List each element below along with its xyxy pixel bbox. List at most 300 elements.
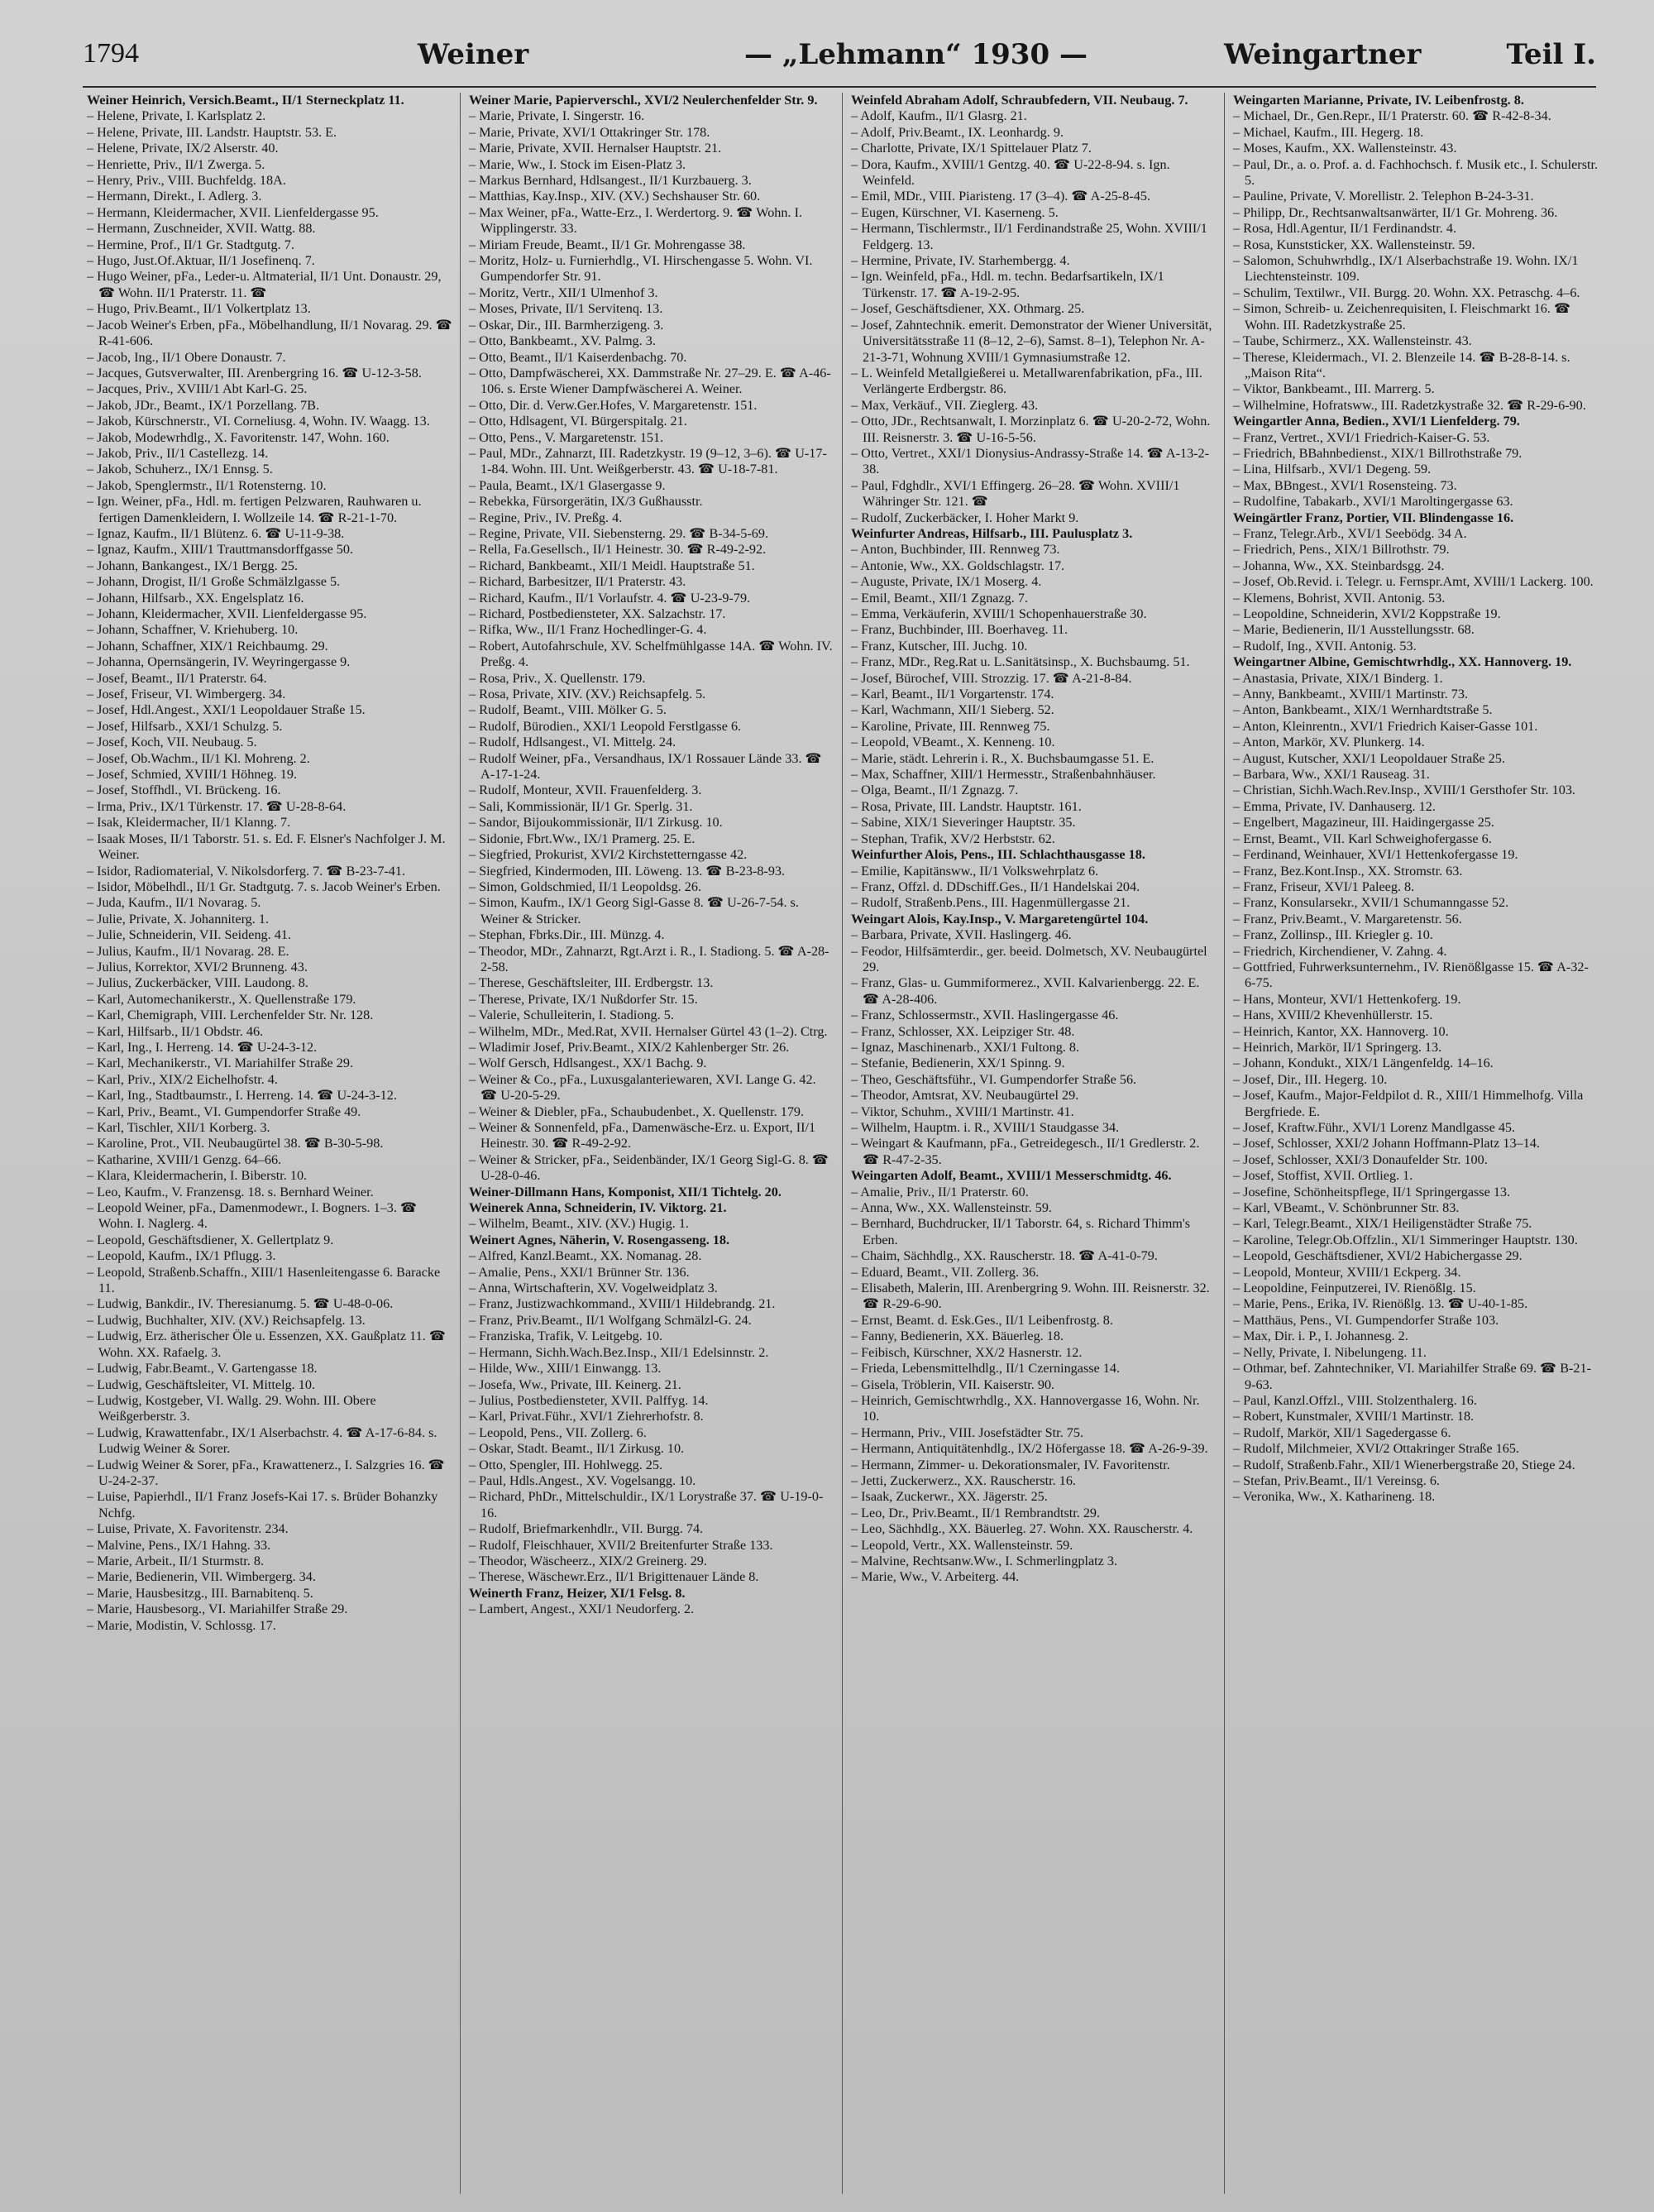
directory-entry: – Julie, Schneiderin, VII. Seideng. 41. bbox=[87, 927, 291, 943]
directory-entry: – Ludwig, Buchhalter, XIV. (XV.) Reichsapfelg. 13. bbox=[87, 1312, 366, 1328]
directory-entry: – Josef, Beamt., II/1 Praterstr. 64. bbox=[87, 670, 267, 686]
directory-entry: – Karoline, Private, III. Rennweg 75. bbox=[851, 718, 1050, 734]
directory-entry: – Friedrich, Kirchendiener, V. Zahng. 4. bbox=[1233, 943, 1447, 959]
directory-entry: – Karl, Priv., XIX/2 Eichelhofstr. 4. bbox=[87, 1071, 278, 1087]
directory-entry: – Hugo, Priv.Beamt., II/1 Volkertplatz 13. bbox=[87, 301, 311, 317]
directory-entry: – Leopold, Kaufm., IX/1 Pflugg. 3. bbox=[87, 1248, 276, 1264]
directory-entry: – Wladimir Josef, Priv.Beamt., XIX/2 Kahlenberger Str. 26. bbox=[469, 1039, 790, 1055]
directory-entry: – Amalie, Priv., II/1 Praterstr. 60. bbox=[851, 1184, 1029, 1199]
directory-entry: – Hans, XVIII/2 Khevenhüllerstr. 15. bbox=[1233, 1008, 1433, 1023]
directory-entry: – Karl, Mechanikerstr., VI. Mariahilfer Straße 29. bbox=[87, 1056, 354, 1071]
directory-entry: – Julius, Postbediensteter, XVII. Palffyg. 14. bbox=[469, 1392, 709, 1408]
directory-entry: – Wolf Gersch, Hdlsangest., XX/1 Bachg. 9. bbox=[469, 1056, 707, 1071]
directory-entry: – Josef, Ob.Wachm., II/1 Kl. Mohreng. 2. bbox=[87, 750, 310, 766]
directory-entry: – Theodor, Wäscheerz., XIX/2 Greinerg. 29. bbox=[469, 1553, 707, 1568]
directory-entry: – Ludwig, Geschäftsleiter, VI. Mittelg. 10. bbox=[87, 1377, 315, 1392]
directory-entry: – Franz, Friseur, XVI/1 Paleeg. 8. bbox=[1233, 879, 1415, 894]
directory-entry: – Paul, Hdls.Angest., XV. Vogelsangg. 10. bbox=[469, 1472, 696, 1488]
directory-entry: – Franz, Konsularsekr., XVII/1 Schumanngasse 52. bbox=[1233, 895, 1509, 911]
directory-entry: – Othmar, bef. Zahntechniker, VI. Mariahilfer Straße 69. ☎ B-21-9-63. bbox=[1233, 1361, 1592, 1392]
directory-entry: – Josef, Schlosser, XXI/3 Donaufelder Str. 100. bbox=[1233, 1151, 1488, 1167]
directory-entry: – Anton, Bankbeamt., XIX/1 Wernhardtstraße 5. bbox=[1233, 702, 1493, 718]
directory-entry: – August, Kutscher, XXI/1 Leopoldauer Straße 25. bbox=[1233, 750, 1505, 766]
directory-entry: – Heinrich, Markör, II/1 Springerg. 13. bbox=[1233, 1039, 1442, 1055]
directory-entry: – Jakob, Priv., II/1 Castellezg. 14. bbox=[87, 445, 269, 461]
directory-entry: – Feodor, Hilfsämterdir., ger. beeid. Dolmetsch, XV. Neubaugürtel 29. bbox=[851, 943, 1207, 974]
directory-entry: – Viktor, Schuhm., XVIII/1 Martinstr. 41. bbox=[851, 1104, 1074, 1119]
directory-entry: – Julius, Zuckerbäcker, VIII. Laudong. 8. bbox=[87, 975, 308, 991]
directory-entry: – Leopold, Geschäftsdiener, X. Gellertplatz 9. bbox=[87, 1232, 334, 1247]
surname-entry: Weinerth Franz, Heizer, XI/1 Felsg. 8. bbox=[469, 1585, 686, 1601]
column-divider bbox=[1224, 93, 1225, 2194]
directory-entry: – Johann, Hilfsarb., XX. Engelsplatz 16. bbox=[87, 590, 304, 606]
directory-entry: – Josef, Hdl.Angest., XXI/1 Leopoldauer Straße 15. bbox=[87, 702, 366, 718]
directory-entry: – Ign. Weiner, pFa., Hdl. m. fertigen Pelzwaren, Rauhwaren u. fertigen Damenkleidern, I. Wollzeile 14. ☎ R-21-1-70. bbox=[87, 494, 422, 525]
directory-entry: – Feibisch, Kürschner, XX/2 Hasnerstr. 12. bbox=[851, 1344, 1083, 1360]
directory-entry: – Amalie, Pens., XXI/1 Brünner Str. 136. bbox=[469, 1264, 690, 1280]
directory-entry: – Isak, Kleidermacher, II/1 Klanng. 7. bbox=[87, 815, 291, 831]
directory-entry: – Wilhelm, Hauptm. i. R., XVIII/1 Staudgasse 34. bbox=[851, 1120, 1120, 1135]
directory-entry: – Katharine, XVIII/1 Genzg. 64–66. bbox=[87, 1151, 282, 1167]
directory-entry: – Salomon, Schuhwrhdlg., IX/1 Alserbachstraße 19. Wohn. IX/1 Liechtensteinstr. 109. bbox=[1233, 253, 1579, 285]
directory-entry: – Nelly, Private, I. Nibelungeng. 11. bbox=[1233, 1344, 1427, 1360]
directory-entry: – Anton, Markör, XV. Plunkerg. 14. bbox=[1233, 735, 1425, 750]
directory-entry: – Auguste, Private, IX/1 Moserg. 4. bbox=[851, 574, 1042, 590]
directory-entry: – Leopold, Pens., VII. Zollerg. 6. bbox=[469, 1424, 647, 1440]
directory-entry: – Michael, Dr., Gen.Repr., II/1 Praterstr. 60. ☎ R-42-8-34. bbox=[1233, 108, 1551, 124]
surname-entry: Weingarten Adolf, Beamt., XVIII/1 Messerschmidtg. 46. bbox=[851, 1168, 1172, 1184]
directory-entry: – Oskar, Stadt. Beamt., II/1 Zirkusg. 10. bbox=[469, 1441, 685, 1457]
directory-entry: – Jakob, Schuherz., IX/1 Ennsg. 5. bbox=[87, 462, 273, 477]
directory-entry: – Isidor, Radiomaterial, V. Nikolsdorferg. 7. ☎ B-23-7-41. bbox=[87, 863, 406, 879]
surname-entry: Weiner-Dillmann Hans, Komponist, XII/1 Tichtelg. 20. bbox=[469, 1184, 782, 1199]
directory-entry: – Ludwig Weiner & Sorer, pFa., Krawattenerz., I. Salzgries 16. ☎ U-24-2-37. bbox=[87, 1457, 445, 1488]
column-1 bbox=[87, 93, 452, 2194]
directory-entry: – Rudolf, Hdlsangest., VI. Mittelg. 24. bbox=[469, 735, 676, 750]
directory-entry: – Valerie, Schulleiterin, I. Stadiong. 5. bbox=[469, 1008, 674, 1023]
directory-entry: – Helene, Private, IX/2 Alserstr. 40. bbox=[87, 141, 279, 156]
directory-entry: – Karl, Beamt., II/1 Vorgartenstr. 174. bbox=[851, 687, 1054, 702]
directory-entry: – Rudolf Weiner, pFa., Versandhaus, IX/1 Rossauer Lände 33. ☎ A-17-1-24. bbox=[469, 750, 822, 783]
directory-entry: – Anastasia, Private, XIX/1 Binderg. 1. bbox=[1233, 670, 1443, 686]
directory-entry: – Franz, Justizwachkommand., XVIII/1 Hildebrandg. 21. bbox=[469, 1296, 776, 1312]
directory-entry: – Rebekka, Fürsorgerätin, IX/3 Gußhausstr. bbox=[469, 494, 703, 510]
directory-entry: – Wilhelm, Beamt., XIV. (XV.) Hugig. 1. bbox=[469, 1216, 689, 1232]
directory-entry: – Anna, Ww., XX. Wallensteinstr. 59. bbox=[851, 1200, 1052, 1216]
directory-entry: – Franz, Vertret., XVI/1 Friedrich-Kaiser-G. 53. bbox=[1233, 429, 1490, 445]
directory-entry: – Rosa, Private, III. Landstr. Hauptstr. 161. bbox=[851, 798, 1082, 814]
directory-entry: – Matthäus, Pens., VI. Gumpendorfer Straße 103. bbox=[1233, 1312, 1499, 1328]
directory-entry: – Rella, Fa.Gesellsch., II/1 Heinestr. 30. ☎ R-49-2-92. bbox=[469, 542, 767, 558]
directory-entry: – Adolf, Priv.Beamt., IX. Leonhardg. 9. bbox=[851, 124, 1064, 140]
directory-entry: – Ludwig, Kostgeber, VI. Wallg. 29. Wohn. III. Obere Weißgerberstr. 3. bbox=[87, 1392, 376, 1424]
page-header bbox=[83, 38, 1596, 79]
directory-entry: – Schulim, Textilwr., VII. Burgg. 20. Wohn. XX. Petraschg. 4–6. bbox=[1233, 285, 1580, 300]
directory-entry: – Marie, Bedienerin, II/1 Ausstellungsstr. 68. bbox=[1233, 622, 1475, 638]
directory-entry: – Leopold Weiner, pFa., Damenmodewr., I. Bogners. 1–3. ☎ Wohn. I. Naglerg. 4. bbox=[87, 1200, 418, 1232]
directory-entry: – Karoline, Prot., VII. Neubaugürtel 38. ☎ B-30-5-98. bbox=[87, 1136, 384, 1151]
directory-entry: – Eugen, Kürschner, VI. Kaserneng. 5. bbox=[851, 204, 1059, 220]
directory-entry: – Simon, Kaufm., IX/1 Georg Sigl-Gasse 8. ☎ U-26-7-54. s. Weiner & Stricker. bbox=[469, 895, 799, 926]
directory-entry: – L. Weinfeld Metallgießerei u. Metallwarenfabrikation, pFa., III. Verlängerte Erdbergstr. 86. bbox=[851, 365, 1202, 397]
directory-entry: – Max, Verkäuf., VII. Zieglerg. 43. bbox=[851, 397, 1039, 413]
directory-entry: – Marie, Private, I. Singerstr. 16. bbox=[469, 108, 645, 124]
directory-entry: – Josef, Koch, VII. Neubaug. 5. bbox=[87, 735, 257, 750]
directory-entry: – Rosa, Private, XIV. (XV.) Reichsapfelg. 5. bbox=[469, 687, 706, 702]
directory-entry: – Jakob, Modewrhdlg., X. Favoritenstr. 147, Wohn. 160. bbox=[87, 429, 390, 445]
directory-entry: – Hermine, Prof., II/1 Gr. Stadtgutg. 7. bbox=[87, 237, 294, 252]
directory-entry: – Christian, Sichh.Wach.Rev.Insp., XVIII/1 Gersthofer Str. 103. bbox=[1233, 783, 1575, 798]
surname-entry: Weinfurther Alois, Pens., III. Schlachthausgasse 18. bbox=[851, 847, 1145, 863]
directory-entry: – Jacob Weiner's Erben, pFa., Möbelhandlung, II/1 Novarag. 29. ☎ R-41-606. bbox=[87, 317, 452, 349]
directory-entry: – Therese, Wäschewr.Erz., II/1 Brigittenauer Lände 8. bbox=[469, 1569, 759, 1585]
directory-entry: – Leopoldine, Feinputzerei, IV. Rienößlg. 15. bbox=[1233, 1281, 1476, 1296]
directory-entry: – Heinrich, Gemischtwrhdlg., XX. Hannovergasse 16, Wohn. Nr. 10. bbox=[851, 1392, 1200, 1424]
directory-entry: – Ludwig, Fabr.Beamt., V. Gartengasse 18. bbox=[87, 1361, 318, 1377]
directory-entry: – Luise, Private, X. Favoritenstr. 234. bbox=[87, 1521, 289, 1537]
directory-entry: – Josef, Bürochef, VIII. Strozzig. 17. ☎ A-21-8-84. bbox=[851, 670, 1132, 686]
directory-entry: – Luise, Papierhdl., II/1 Franz Josefs-Kai 17. s. Brüder Bohanzky Nchfg. bbox=[87, 1489, 438, 1520]
directory-entry: – Gottfried, Fuhrwerksunternehm., IV. Rienößlgasse 15. ☎ A-32-6-75. bbox=[1233, 959, 1589, 991]
directory-entry: – Franz, Priv.Beamt., V. Margaretenstr. 56. bbox=[1233, 911, 1462, 926]
directory-entry: – Josef, Stoffhdl., VI. Brückeng. 16. bbox=[87, 783, 281, 798]
directory-entry: – Franz, Schlossermstr., XVII. Haslingergasse 46. bbox=[851, 1008, 1119, 1023]
directory-entry: – Sandor, Bijoukommissionär, II/1 Zirkusg. 10. bbox=[469, 815, 723, 831]
directory-entry: – Engelbert, Magazineur, III. Haidingergasse 25. bbox=[1233, 815, 1494, 831]
directory-entry: – Karl, Ing., Stadtbaumstr., I. Herreng. 14. ☎ U-24-3-12. bbox=[87, 1088, 397, 1104]
directory-entry: – Jacques, Priv., XVIII/1 Abt Karl-G. 25. bbox=[87, 381, 308, 397]
directory-entry: – Moses, Private, II/1 Servitenq. 13. bbox=[469, 301, 663, 317]
directory-entry: – Hermann, Zimmer- u. Dekorationsmaler, IV. Favoritenstr. bbox=[851, 1457, 1170, 1472]
directory-entry: – Otto, Spengler, III. Hohlwegg. 25. bbox=[469, 1457, 663, 1472]
directory-entry: – Marie, Private, XVII. Hernalser Hauptstr. 21. bbox=[469, 141, 722, 156]
header-first-entry: Weiner bbox=[418, 38, 529, 71]
directory-entry: – Johanna, Opernsängerin, IV. Weyringergasse 9. bbox=[87, 654, 351, 670]
directory-entry: – Josef, Stoffist, XVII. Ortlieg. 1. bbox=[1233, 1168, 1413, 1184]
directory-entry: – Otto, Pens., V. Margaretenstr. 151. bbox=[469, 429, 664, 445]
directory-entry: – Rudolf, Briefmarkenhdlr., VII. Burgg. 74. bbox=[469, 1521, 704, 1537]
directory-entry: – Ludwig, Krawattenfabr., IX/1 Alserbachstr. 4. ☎ A-17-6-84. s. Ludwig Weiner & Sorer. bbox=[87, 1424, 437, 1457]
directory-entry: – Simon, Goldschmied, II/1 Leopoldsg. 26. bbox=[469, 879, 702, 894]
directory-entry: – Rudolf, Bürodien., XXI/1 Leopold Ferstlgasse 6. bbox=[469, 718, 742, 734]
directory-entry: – Stefan, Priv.Beamt., II/1 Vereinsg. 6. bbox=[1233, 1472, 1440, 1488]
directory-entry: – Marie, Pens., Erika, IV. Rienößlg. 13. ☎ U-40-1-85. bbox=[1233, 1296, 1528, 1312]
directory-entry: – Leopold, Vertr., XX. Wallensteinstr. 59. bbox=[851, 1537, 1073, 1553]
directory-entry: – Michael, Kaufm., III. Hegerg. 18. bbox=[1233, 124, 1424, 140]
directory-entry: – Jakob, JDr., Beamt., IX/1 Porzellang. 7B. bbox=[87, 397, 319, 413]
directory-entry: – Karl, Privat.Führ., XVI/1 Ziehrerhofstr. 8. bbox=[469, 1409, 704, 1424]
directory-entry: – Franz, Telegr.Arb., XVI/1 Seebödg. 34 A. bbox=[1233, 525, 1467, 541]
directory-entry: – Helene, Private, I. Karlsplatz 2. bbox=[87, 108, 266, 124]
directory-entry: – Marie, Arbeit., II/1 Sturmstr. 8. bbox=[87, 1553, 265, 1568]
directory-entry: – Josefine, Schönheitspflege, II/1 Springergasse 13. bbox=[1233, 1184, 1511, 1199]
directory-entry: – Klemens, Bohrist, XVII. Antonig. 53. bbox=[1233, 590, 1446, 606]
directory-entry: – Viktor, Bankbeamt., III. Marrerg. 5. bbox=[1233, 381, 1435, 397]
directory-entry: – Josef, Friseur, VI. Wimbergerg. 34. bbox=[87, 687, 286, 702]
directory-entry: – Isaak, Zuckerwr., XX. Jägerstr. 25. bbox=[851, 1489, 1048, 1505]
column-divider bbox=[842, 93, 843, 2194]
directory-entry: – Marie, Modistin, V. Schlossg. 17. bbox=[87, 1617, 276, 1633]
directory-entry: – Theodor, MDr., Zahnarzt, Rgt.Arzt i. R., I. Stadiong. 5. ☎ A-28-2-58. bbox=[469, 943, 829, 974]
directory-entry: – Moses, Kaufm., XX. Wallensteinstr. 43. bbox=[1233, 141, 1457, 156]
header-title: — „Lehmann“ 1930 — bbox=[744, 38, 1088, 71]
directory-entry: – Hugo, Just.Of.Aktuar, II/1 Josefinenq. 7. bbox=[87, 253, 315, 269]
directory-entry: – Ernst, Beamt., VII. Karl Schweighofergasse 6. bbox=[1233, 831, 1492, 846]
directory-entry: – Wilhelm, MDr., Med.Rat, XVII. Hernalser Gürtel 43 (1–2). Ctrg. bbox=[469, 1023, 828, 1039]
directory-entry: – Anna, Wirtschafterin, XV. Vogelweidplatz 3. bbox=[469, 1281, 718, 1296]
directory-entry: – Rudolf, Zuckerbäcker, I. Hoher Markt 9. bbox=[851, 510, 1079, 525]
header-last-entry: Weingartner bbox=[1224, 38, 1422, 71]
directory-entry: – Max, Dir. i. P., I. Johannesg. 2. bbox=[1233, 1329, 1408, 1344]
directory-entry: – Richard, PhDr., Mittelschuldir., IX/1 Lorystraße 37. ☎ U-19-0-16. bbox=[469, 1489, 824, 1520]
directory-entry: – Sidonie, Fbrt.Ww., IX/1 Pramerg. 25. E. bbox=[469, 831, 696, 846]
directory-entry: – Rosa, Priv., X. Quellenstr. 179. bbox=[469, 670, 646, 686]
directory-entry: – Heinrich, Kantor, XX. Hannoverg. 10. bbox=[1233, 1023, 1449, 1039]
directory-entry: – Isidor, Möbelhdl., II/1 Gr. Stadtgutg. 7. s. Jacob Weiner's Erben. bbox=[87, 879, 441, 894]
directory-entry: – Franz, Kutscher, III. Juchg. 10. bbox=[851, 638, 1028, 654]
directory-entry: – Stephan, Fbrks.Dir., III. Münzg. 4. bbox=[469, 927, 665, 943]
surname-entry: Weiner Heinrich, Versich.Beamt., II/1 Sterneckplatz 11. bbox=[87, 93, 404, 108]
directory-entry: – Adolf, Kaufm., II/1 Glasrg. 21. bbox=[851, 108, 1027, 124]
directory-entry: – Regine, Priv., IV. Preßg. 4. bbox=[469, 510, 623, 525]
surname-entry: Weingärtler Franz, Portier, VII. Blindengasse 16. bbox=[1233, 510, 1514, 525]
directory-entry: – Hermann, Sichh.Wach.Bez.Insp., XII/1 Edelsinnstr. 2. bbox=[469, 1344, 769, 1360]
directory-entry: – Josef, Schmied, XVIII/1 Höhneg. 19. bbox=[87, 767, 298, 783]
directory-entry: – Paul, Dr., a. o. Prof. a. d. Fachhochsch. f. Musik etc., I. Schulerstr. 5. bbox=[1233, 156, 1599, 189]
directory-entry: – Charlotte, Private, IX/1 Spittelauer Platz 7. bbox=[851, 141, 1092, 156]
directory-entry: – Theodor, Amtsrat, XV. Neubaugürtel 29. bbox=[851, 1088, 1079, 1104]
directory-entry: – Jacques, Gutsverwalter, III. Arenbergring 16. ☎ U-12-3-58. bbox=[87, 365, 422, 381]
directory-entry: – Franz, Schlosser, XX. Leipziger Str. 48. bbox=[851, 1023, 1075, 1039]
directory-entry: – Hilde, Ww., XIII/1 Einwangg. 13. bbox=[469, 1361, 662, 1377]
directory-entry: – Hermann, Zuschneider, XVII. Wattg. 88. bbox=[87, 221, 316, 237]
directory-entry: – Otto, Beamt., II/1 Kaiserdenbachg. 70. bbox=[469, 349, 687, 365]
directory-entry: – Julius, Kaufm., II/1 Novarag. 28. E. bbox=[87, 943, 289, 959]
directory-entry: – Jetti, Zuckerwerz., XX. Rauscherstr. 16. bbox=[851, 1472, 1076, 1488]
directory-entry: – Franz, Bez.Kont.Insp., XX. Stromstr. 63. bbox=[1233, 863, 1463, 879]
directory-entry: – Theo, Geschäftsführ., VI. Gumpendorfer Straße 56. bbox=[851, 1071, 1137, 1087]
directory-entry: – Rudolf, Beamt., VIII. Mölker G. 5. bbox=[469, 702, 667, 718]
directory-entry: – Olga, Beamt., II/1 Zgnazg. 7. bbox=[851, 783, 1019, 798]
directory-entry: – Hermann, Kleidermacher, XVII. Lienfeldergasse 95. bbox=[87, 204, 379, 220]
surname-entry: Weingarten Marianne, Private, IV. Leibenfrostg. 8. bbox=[1233, 93, 1524, 108]
directory-entry: – Ignaz, Kaufm., II/1 Blütenz. 6. ☎ U-11-9-38. bbox=[87, 525, 345, 541]
directory-entry: – Rudolfine, Tabakarb., XVI/1 Maroltingergasse 63. bbox=[1233, 494, 1513, 510]
directory-entry: – Ludwig, Erz. ätherischer Öle u. Essenzen, XX. Gaußplatz 11. ☎ Wohn. XX. Rafaelg. 3. bbox=[87, 1329, 447, 1360]
directory-entry: – Rudolf, Fleischhauer, XVII/2 Breitenfurter Straße 133. bbox=[469, 1537, 773, 1553]
directory-entry: – Dora, Kaufm., XVIII/1 Gentzg. 40. ☎ U-22-8-94. s. Ign. Weinfeld. bbox=[851, 156, 1170, 189]
directory-entry: – Ernst, Beamt. d. Esk.Ges., II/1 Leibenfrostg. 8. bbox=[851, 1312, 1113, 1328]
directory-entry: – Johann, Bankangest., IX/1 Bergg. 25. bbox=[87, 558, 299, 573]
directory-entry: – Marie, Hausbesorg., VI. Mariahilfer Straße 29. bbox=[87, 1602, 348, 1617]
directory-entry: – Josef, Zahntechnik. emerit. Demonstrator der Wiener Universität, Universitätsstraße 11 (8–12, 2–6), Samst. 8–1), Telephon Nr. A-21-3-71, Wohnung XVIII/1 Gymnasiumstraße 12. bbox=[851, 317, 1212, 365]
page-number: 1794 bbox=[83, 38, 139, 69]
directory-entry: – Josefa, Ww., Private, III. Keinerg. 21. bbox=[469, 1377, 681, 1392]
directory-entry: – Emma, Private, IV. Danhauserg. 12. bbox=[1233, 798, 1436, 814]
directory-entry: – Otto, Bankbeamt., XV. Palmg. 3. bbox=[469, 333, 656, 349]
column-2 bbox=[469, 93, 834, 2194]
directory-entry: – Weiner & Stricker, pFa., Seidenbänder, IX/1 Georg Sigl-G. 8. ☎ U-28-0-46. bbox=[469, 1151, 829, 1184]
directory-entry: – Simon, Schreib- u. Zeichenrequisiten, I. Fleischmarkt 16. ☎ Wohn. III. Radetzkystraße 25. bbox=[1233, 301, 1571, 333]
directory-entry: – Veronika, Ww., X. Katharineng. 18. bbox=[1233, 1489, 1436, 1505]
directory-entry: – Karl, Hilfsarb., II/1 Obdstr. 46. bbox=[87, 1023, 264, 1039]
directory-entry: – Henriette, Priv., II/1 Zwerga. 5. bbox=[87, 156, 265, 172]
directory-entry: – Juda, Kaufm., II/1 Novarag. 5. bbox=[87, 895, 261, 911]
directory-entry: – Otto, JDr., Rechtsanwalt, I. Morzinplatz 6. ☎ U-20-2-72, Wohn. III. Reisnerstr. 3. ☎ U-16-5-56. bbox=[851, 414, 1211, 445]
directory-entry: – Rosa, Hdl.Agentur, II/1 Ferdinandstr. 4. bbox=[1233, 221, 1457, 237]
directory-entry: – Hermann, Direkt., I. Adlerg. 3. bbox=[87, 189, 262, 204]
surname-entry: Weinerek Anna, Schneiderin, IV. Viktorg. 21. bbox=[469, 1200, 727, 1216]
directory-entry: – Richard, Bankbeamt., XII/1 Meidl. Hauptstraße 51. bbox=[469, 558, 755, 573]
directory-entry: – Karl, Telegr.Beamt., XIX/1 Heiligenstädter Straße 75. bbox=[1233, 1216, 1532, 1232]
directory-entry: – Josef, Kaufm., Major-Feldpilot d. R., XIII/1 Himmelhofg. Villa Bergfriede. E. bbox=[1233, 1088, 1584, 1119]
directory-entry: – Otto, Dir. d. Verw.Ger.Hofes, V. Margaretenstr. 151. bbox=[469, 397, 758, 413]
directory-entry: – Fanny, Bedienerin, XX. Bäuerleg. 18. bbox=[851, 1329, 1064, 1344]
directory-entry: – Anton, Buchbinder, III. Rennweg 73. bbox=[851, 542, 1060, 558]
directory-entry: – Sali, Kommissionär, II/1 Gr. Sperlg. 31. bbox=[469, 798, 693, 814]
directory-entry: – Marie, Ww., V. Arbeiterg. 44. bbox=[851, 1569, 1020, 1585]
directory-entry: – Alfred, Kanzl.Beamt., XX. Nomanag. 28. bbox=[469, 1248, 702, 1264]
directory-entry: – Henry, Priv., VIII. Buchfeldg. 18A. bbox=[87, 173, 286, 189]
directory-entry: – Marie, Ww., I. Stock im Eisen-Platz 3. bbox=[469, 156, 686, 172]
directory-entry: – Emil, Beamt., XII/1 Zgnazg. 7. bbox=[851, 590, 1028, 606]
directory-entry: – Markus Bernhard, Hdlsangest., II/1 Kurzbauerg. 3. bbox=[469, 173, 752, 189]
directory-entry: – Philipp, Dr., Rechtsanwaltsanwärter, II/1 Gr. Mohreng. 36. bbox=[1233, 204, 1558, 220]
directory-entry: – Ludwig, Bankdir., IV. Theresianumg. 5. ☎ U-48-0-06. bbox=[87, 1296, 394, 1312]
directory-entry: – Therese, Kleidermach., VI. 2. Blenzeile 14. ☎ B-28-8-14. s. „Maison Rita“. bbox=[1233, 349, 1570, 381]
directory-entry: – Josef, Ob.Revid. i. Telegr. u. Fernspr.Amt, XVIII/1 Lackerg. 100. bbox=[1233, 574, 1594, 590]
directory-entry: – Josef, Hilfsarb., XXI/1 Schulzg. 5. bbox=[87, 718, 283, 734]
surname-entry: Weiner Marie, Papierverschl., XVI/2 Neulerchenfelder Str. 9. bbox=[469, 93, 818, 108]
directory-entry: – Rudolf, Monteur, XVII. Frauenfelderg. 3. bbox=[469, 783, 702, 798]
directory-entry: – Jacob, Ing., II/1 Obere Donaustr. 7. bbox=[87, 349, 286, 365]
directory-entry: – Leopold, Monteur, XVIII/1 Eckperg. 34. bbox=[1233, 1264, 1461, 1280]
directory-entry: – Eduard, Beamt., VII. Zollerg. 36. bbox=[851, 1264, 1040, 1280]
directory-entry: – Barbara, Ww., XXI/1 Rauseag. 31. bbox=[1233, 767, 1430, 783]
column-divider bbox=[460, 93, 461, 2194]
directory-entry: – Otto, Dampfwäscherei, XX. Dammstraße Nr. 27–29. E. ☎ A-46-106. s. Erste Wiener Dampfwäscherei A. Weiner. bbox=[469, 365, 831, 397]
directory-entry: – Johann, Schaffner, XIX/1 Reichbaumg. 29. bbox=[87, 638, 328, 654]
directory-entry: – Paul, Kanzl.Offzl., VIII. Stolzenthalerg. 16. bbox=[1233, 1392, 1477, 1408]
directory-entry: – Josef, Kraftw.Führ., XVI/1 Lorenz Mandlgasse 45. bbox=[1233, 1120, 1516, 1135]
directory-entry: – Klara, Kleidermacherin, I. Biberstr. 10. bbox=[87, 1168, 308, 1184]
directory-entry: – Franziska, Trafik, V. Leitgebg. 10. bbox=[469, 1329, 663, 1344]
directory-entry: – Franz, Glas- u. Gummiformerez., XVII. Kalvarienbergg. 22. E. ☎ A-28-406. bbox=[851, 975, 1200, 1007]
directory-entry: – Otto, Hdlsagent, VI. Bürgerspitalg. 21. bbox=[469, 414, 687, 429]
directory-entry: – Therese, Geschäftsleiter, III. Erdbergstr. 13. bbox=[469, 975, 714, 991]
directory-entry: – Johann, Drogist, II/1 Große Schmälzlgasse 5. bbox=[87, 574, 341, 590]
directory-entry: – Leo, Sächhdlg., XX. Bäuerleg. 27. Wohn. XX. Rauscherstr. 4. bbox=[851, 1521, 1193, 1537]
directory-entry: – Leo, Kaufm., V. Franzensg. 18. s. Bernhard Weiner. bbox=[87, 1184, 374, 1199]
directory-entry: – Anton, Kleinrentn., XVI/1 Friedrich Kaiser-Gasse 101. bbox=[1233, 718, 1538, 734]
directory-entry: – Ignaz, Kaufm., XIII/1 Trauttmansdorffgasse 50. bbox=[87, 542, 354, 558]
directory-entry: – Max Weiner, pFa., Watte-Erz., I. Werdertorg. 9. ☎ Wohn. I. Wipplingerstr. 33. bbox=[469, 204, 803, 237]
directory-entry: – Rudolf, Markör, XII/1 Sagedergasse 6. bbox=[1233, 1424, 1451, 1440]
directory-entry: – Wilhelmine, Hofratsww., III. Radetzkystraße 32. ☎ R-29-6-90. bbox=[1233, 397, 1586, 413]
column-3 bbox=[851, 93, 1217, 2194]
directory-entry: – Leopoldine, Schneiderin, XVI/2 Koppstraße 19. bbox=[1233, 606, 1501, 621]
directory-entry: – Leopold, VBeamt., X. Kenneng. 10. bbox=[851, 735, 1055, 750]
directory-entry: – Regine, Private, VII. Siebensterng. 29. ☎ B-34-5-69. bbox=[469, 525, 768, 541]
directory-entry: – Ign. Weinfeld, pFa., Hdl. m. techn. Bedarfsartikeln, IX/1 Türkenstr. 17. ☎ A-19-2-95. bbox=[851, 269, 1164, 300]
surname-entry: Weinert Agnes, Näherin, V. Rosengasseng. 18. bbox=[469, 1232, 730, 1247]
directory-entry: – Lambert, Angest., XXI/1 Neudorferg. 2. bbox=[469, 1602, 695, 1617]
directory-entry: – Therese, Private, IX/1 Nußdorfer Str. 15. bbox=[469, 991, 698, 1007]
surname-entry: Weingart Alois, Kay.Insp., V. Margaretengürtel 104. bbox=[851, 911, 1149, 926]
directory-entry: – Paul, MDr., Zahnarzt, III. Radetzkystr. 19 (9–12, 3–6). ☎ U-17-1-84. Wohn. III. Unt. Weißgerberstr. 43. ☎ U-18-7-81. bbox=[469, 445, 827, 477]
directory-entry: – Moritz, Holz- u. Furnierhdlg., VI. Hirschengasse 5. Wohn. VI. Gumpendorfer Str. 91. bbox=[469, 253, 813, 285]
directory-entry: – Emil, MDr., VIII. Piaristeng. 17 (3–4). ☎ A-25-8-45. bbox=[851, 189, 1151, 204]
directory-entry: – Emilie, Kapitänsww., II/1 Volkswehrplatz 6. bbox=[851, 863, 1099, 879]
directory-entry: – Rudolf, Straßenb.Pens., III. Hagenmüllergasse 21. bbox=[851, 895, 1131, 911]
directory-entry: – Isaak Moses, II/1 Taborstr. 51. s. Ed. F. Elsner's Nachfolger J. M. Weiner. bbox=[87, 831, 446, 863]
directory-entry: – Anny, Bankbeamt., XVIII/1 Martinstr. 73. bbox=[1233, 687, 1468, 702]
directory-entry: – Hermann, Priv., VIII. Josefstädter Str. 75. bbox=[851, 1424, 1083, 1440]
directory-entry: – Robert, Kunstmaler, XVIII/1 Martinstr. 18. bbox=[1233, 1409, 1475, 1424]
surname-entry: Weinfeld Abraham Adolf, Schraubfedern, VII. Neubaug. 7. bbox=[851, 93, 1188, 108]
directory-entry: – Weingart & Kaufmann, pFa., Getreidegesch., II/1 Gredlerstr. 2. ☎ R-47-2-35. bbox=[851, 1136, 1200, 1167]
directory-entry: – Julius, Korrektor, XVI/2 Brunneng. 43. bbox=[87, 959, 308, 974]
directory-entry: – Marie, Hausbesitzg., III. Barnabitenq. 5. bbox=[87, 1585, 313, 1601]
header-rule bbox=[83, 86, 1596, 88]
directory-entry: – Julie, Private, X. Johanniterg. 1. bbox=[87, 911, 270, 926]
directory-entry: – Elisabeth, Malerin, III. Arenbergring 9. Wohn. III. Reisnerstr. 32. ☎ R-29-6-90. bbox=[851, 1281, 1210, 1312]
directory-entry: – Karl, Wachmann, XII/1 Sieberg. 52. bbox=[851, 702, 1054, 718]
directory-entry: – Weiner & Diebler, pFa., Schaubudenbet., X. Quellenstr. 179. bbox=[469, 1104, 805, 1119]
directory-entry: – Taube, Schirmerz., XX. Wallensteinstr. 43. bbox=[1233, 333, 1472, 349]
directory-entry: – Richard, Barbesitzer, II/1 Praterstr. 43. bbox=[469, 574, 686, 590]
directory-entry: – Rudolf, Straßenb.Fahr., XII/1 Wienerbergstraße 20, Stiege 24. bbox=[1233, 1457, 1575, 1472]
directory-entry: – Stefanie, Bedienerin, XX/1 Spinng. 9. bbox=[851, 1056, 1065, 1071]
header-part: Teil I. bbox=[1506, 38, 1596, 71]
directory-entry: – Gisela, Tröblerin, VII. Kaiserstr. 90. bbox=[851, 1377, 1055, 1392]
directory-entry: – Marie, Private, XVI/1 Ottakringer Str. 178. bbox=[469, 124, 710, 140]
directory-entry: – Lina, Hilfsarb., XVI/1 Degeng. 59. bbox=[1233, 462, 1432, 477]
directory-entry: – Johann, Schaffner, V. Kriehuberg. 10. bbox=[87, 622, 299, 638]
directory-entry: – Johanna, Ww., XX. Steinbardsgg. 24. bbox=[1233, 558, 1445, 573]
directory-entry: – Max, BBngest., XVI/1 Rosensteing. 73. bbox=[1233, 477, 1457, 493]
directory-entry: – Max, Schaffner, XIII/1 Hermesstr., Straßenbahnhäuser. bbox=[851, 767, 1156, 783]
directory-entry: – Barbara, Private, XVII. Haslingerg. 46. bbox=[851, 927, 1072, 943]
directory-entry: – Jakob, Kürschnerstr., VI. Corneliusg. 4, Wohn. IV. Waagg. 13. bbox=[87, 414, 430, 429]
directory-entry: – Franz, Offzl. d. DDschiff.Ges., II/1 Handelskai 204. bbox=[851, 879, 1140, 894]
directory-entry: – Johann, Kondukt., XIX/1 Längenfeldg. 14–16. bbox=[1233, 1056, 1494, 1071]
directory-entry: – Otto, Vertret., XXI/1 Dionysius-Andrassy-Straße 14. ☎ A-13-2-38. bbox=[851, 445, 1210, 477]
directory-entry: – Karl, Chemigraph, VIII. Lerchenfelder Str. Nr. 128. bbox=[87, 1008, 374, 1023]
directory-entry: – Hermann, Antiquitätenhdlg., IX/2 Höfergasse 18. ☎ A-26-9-39. bbox=[851, 1441, 1208, 1457]
directory-entry: – Rosa, Kunststicker, XX. Wallensteinstr. 59. bbox=[1233, 237, 1475, 252]
column-4 bbox=[1233, 93, 1599, 2194]
directory-entry: – Friedrich, Pens., XIX/1 Billrothstr. 79. bbox=[1233, 542, 1450, 558]
directory-entry: – Karl, Tischler, XII/1 Korberg. 3. bbox=[87, 1120, 270, 1135]
directory-entry: – Sabine, XIX/1 Sieveringer Hauptstr. 35. bbox=[851, 815, 1076, 831]
directory-entry: – Stephan, Trafik, XV/2 Herbststr. 62. bbox=[851, 831, 1055, 846]
directory-entry: – Johann, Kleidermacher, XVII. Lienfeldergasse 95. bbox=[87, 606, 367, 621]
directory-entry: – Emma, Verkäuferin, XVIII/1 Schopenhauerstraße 30. bbox=[851, 606, 1147, 621]
surname-entry: Weinfurter Andreas, Hilfsarb., III. Paulusplatz 3. bbox=[851, 525, 1133, 541]
directory-entry: – Josef, Schlosser, XXI/2 Johann Hoffmann-Platz 13–14. bbox=[1233, 1136, 1540, 1151]
directory-entry: – Frieda, Lebensmittelhdlg., II/1 Czerningasse 14. bbox=[851, 1361, 1121, 1377]
directory-entry: – Leo, Dr., Priv.Beamt., II/1 Rembrandtstr. 29. bbox=[851, 1505, 1101, 1520]
directory-entry: – Josef, Geschäftsdiener, XX. Othmarg. 25. bbox=[851, 301, 1085, 317]
directory-entry: – Marie, Bedienerin, VII. Wimbergerg. 34. bbox=[87, 1569, 316, 1585]
directory-entry: – Chaim, Sächhdlg., XX. Rauscherstr. 18. ☎ A-41-0-79. bbox=[851, 1248, 1158, 1264]
directory-entry: – Hermann, Tischlermstr., II/1 Ferdinandstraße 25, Wohn. XVIII/1 Feldgerg. 13. bbox=[851, 221, 1207, 252]
directory-entry: – Oskar, Dir., III. Barmherzigeng. 3. bbox=[469, 317, 664, 333]
directory-entry: – Helene, Private, III. Landstr. Hauptstr. 53. E. bbox=[87, 124, 337, 140]
directory-entry: – Siegfried, Kindermoden, III. Löweng. 13. ☎ B-23-8-93. bbox=[469, 863, 786, 879]
directory-entry: – Bernhard, Buchdrucker, II/1 Taborstr. 64, s. Richard Thimm's Erben. bbox=[851, 1216, 1191, 1247]
